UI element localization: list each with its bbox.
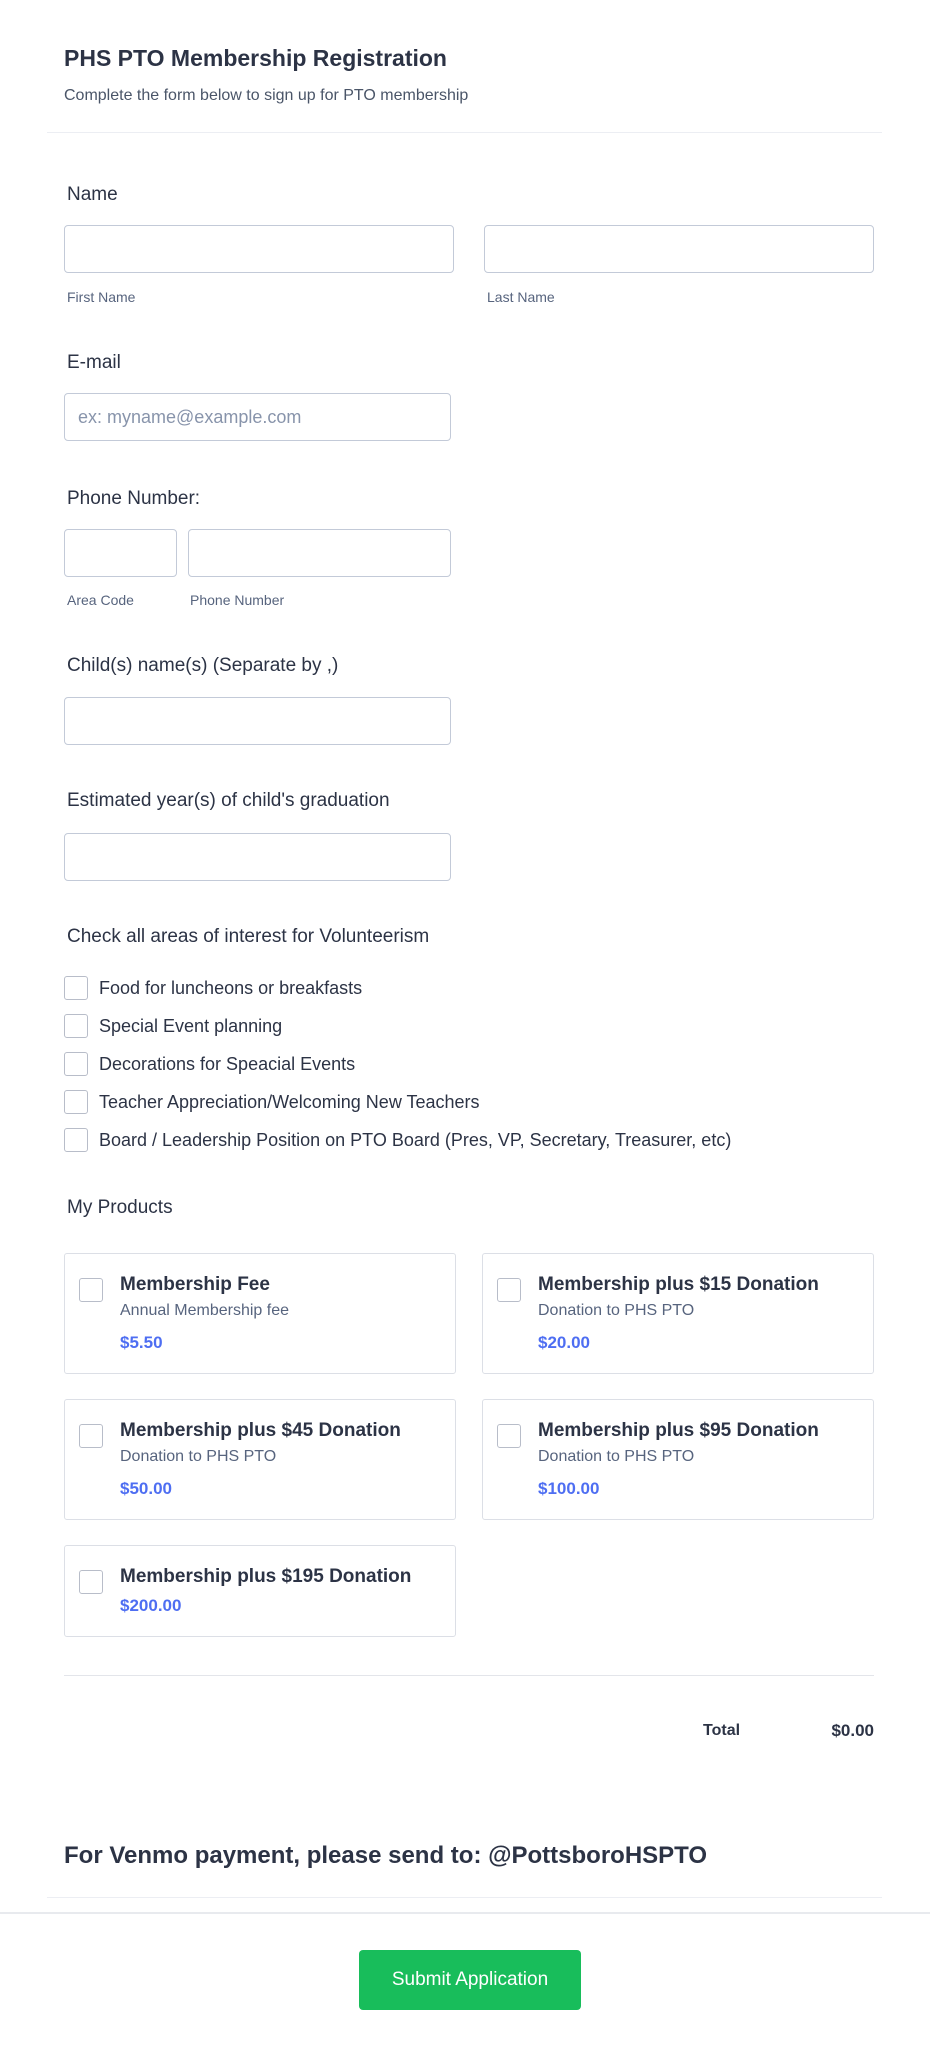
product-price: $100.00 <box>538 1479 600 1498</box>
product-name: Membership plus $95 Donation <box>538 1420 819 1441</box>
checkbox[interactable] <box>64 1052 88 1076</box>
checkbox[interactable] <box>64 1014 88 1038</box>
product-description: Donation to PHS PTO <box>538 1302 695 1319</box>
email-input[interactable] <box>64 393 451 441</box>
area-code-sublabel: Area Code <box>67 592 134 608</box>
product-price: $5.50 <box>120 1333 163 1352</box>
product-name: Membership plus $15 Donation <box>538 1274 819 1295</box>
volunteer-option[interactable]: Decorations for Speacial Events <box>64 1045 731 1083</box>
footer-divider <box>0 1912 930 1914</box>
email-label: E-mail <box>67 352 121 373</box>
name-label: Name <box>67 184 118 205</box>
product-description: Donation to PHS PTO <box>538 1448 695 1465</box>
product-card[interactable] <box>64 1253 456 1374</box>
first-name-sublabel: First Name <box>67 289 136 305</box>
last-name-input[interactable] <box>484 225 874 273</box>
checkbox[interactable] <box>64 1128 88 1152</box>
product-price: $20.00 <box>538 1333 590 1352</box>
products-divider <box>64 1675 874 1676</box>
checkbox[interactable] <box>497 1424 521 1448</box>
product-name: Membership Fee <box>120 1274 270 1295</box>
volunteer-option[interactable]: Teacher Appreciation/Welcoming New Teachers <box>64 1083 731 1121</box>
checkbox[interactable] <box>79 1424 103 1448</box>
phone-number-sublabel: Phone Number <box>190 592 285 608</box>
form-subtitle: Complete the form below to sign up for PTO membership <box>64 87 469 104</box>
product-price: $50.00 <box>120 1479 172 1498</box>
area-code-input[interactable] <box>64 529 177 577</box>
form-title: PHS PTO Membership Registration <box>64 45 447 71</box>
products-label: My Products <box>67 1197 173 1218</box>
first-name-input[interactable] <box>64 225 454 273</box>
product-description: Annual Membership fee <box>120 1302 289 1319</box>
product-description: Donation to PHS PTO <box>120 1448 277 1465</box>
product-card[interactable] <box>482 1253 874 1374</box>
children-input[interactable] <box>64 697 451 745</box>
checkbox[interactable] <box>64 976 88 1000</box>
total-value: $0.00 <box>831 1721 874 1740</box>
phone-label: Phone Number: <box>67 488 201 509</box>
venmo-heading: For Venmo payment, please send to: @PottsboroHSPTO <box>64 1842 708 1869</box>
phone-number-input[interactable] <box>188 529 451 577</box>
checkbox[interactable] <box>64 1090 88 1114</box>
volunteer-option[interactable]: Food for luncheons or breakfasts <box>64 969 731 1007</box>
volunteer-option[interactable]: Board / Leadership Position on PTO Board (Pres, VP, Secretary, Treasurer, etc) <box>64 1121 731 1159</box>
last-name-sublabel: Last Name <box>487 289 555 305</box>
checkbox[interactable] <box>79 1570 103 1594</box>
product-card[interactable] <box>64 1545 456 1637</box>
graduation-label: Estimated year(s) of child's graduation <box>67 790 390 811</box>
product-card[interactable] <box>482 1399 874 1520</box>
volunteer-label: Check all areas of interest for Volunteerism <box>67 926 430 947</box>
venmo-divider <box>47 1897 882 1898</box>
total-label: Total <box>703 1722 741 1739</box>
submit-button[interactable]: Submit Application <box>359 1950 581 2010</box>
volunteer-option[interactable]: Special Event planning <box>64 1007 731 1045</box>
checkbox[interactable] <box>79 1278 103 1302</box>
children-label: Child(s) name(s) (Separate by ,) <box>67 655 339 676</box>
email-placeholder: ex: myname@example.com <box>78 406 302 427</box>
checkbox[interactable] <box>497 1278 521 1302</box>
product-name: Membership plus $195 Donation <box>120 1566 412 1587</box>
product-name: Membership plus $45 Donation <box>120 1420 401 1441</box>
graduation-input[interactable] <box>64 833 451 881</box>
product-price: $200.00 <box>120 1596 182 1615</box>
volunteer-options <box>64 969 731 1159</box>
product-card[interactable] <box>64 1399 456 1520</box>
header-divider <box>47 132 882 133</box>
